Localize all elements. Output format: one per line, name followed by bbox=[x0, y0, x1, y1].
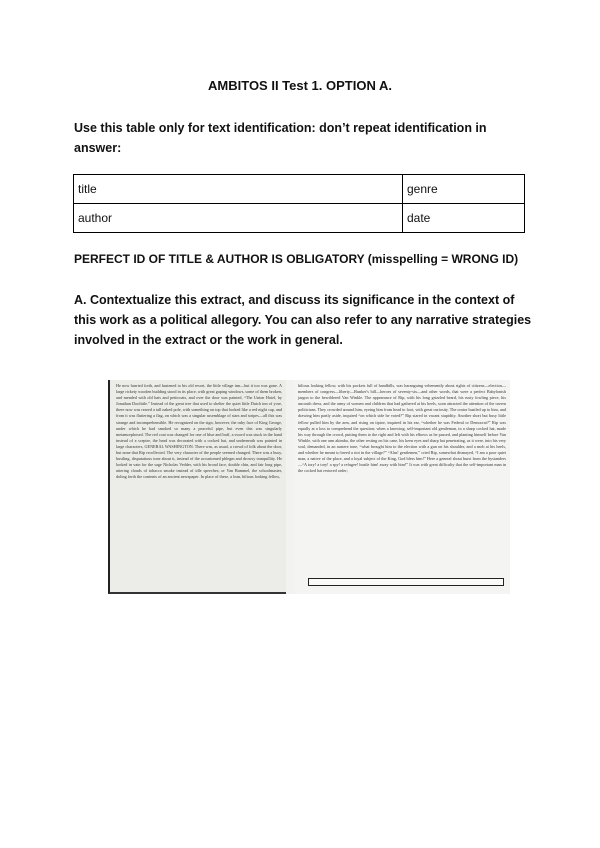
table-row bbox=[74, 204, 525, 233]
date-cell[interactable]: date bbox=[403, 204, 525, 233]
question-text: A. Contextualize this extract, and discuss its significance in the context of this work as a political allegory. You can also refer to any narrative strategies involved in the extract or the work in general. bbox=[74, 293, 532, 347]
genre-cell[interactable]: genre bbox=[403, 175, 525, 204]
author-cell[interactable]: author bbox=[74, 204, 403, 233]
scanned-extract bbox=[108, 380, 510, 594]
extract-left-column: He now hurried forth, and hastened to his old resort, the little village inn—but it too was gone. A large rickety wooden building stood in its place, with great gaping windows, some of them broken, and mended with old hats and petticoats, and over the door was painted, “The Union Hotel, by Jonathan Doolittle.” Instead of the great tree that used to shelter the quiet little Dutch inn of yore, there now was reared a tall naked pole, with something on top that looked like a red night cap, and from it was fluttering a flag, on which was a singular assemblage of stars and stripes—all this was strange and incomprehensible. He recognized on the sign, however, the ruby face of King George, under which he had smoked so many a peaceful pipe, but even this was singularly metamorphosed. The red coat was changed for one of blue and buff, a sword was stuck in the hand instead of a sceptre, the head was decorated with a cocked hat, and underneath was painted in large characters, GENERAL WASHINGTON. There was, as usual, a crowd of folk about the door, but none that Rip recollected. The very character of the people seemed changed. There was a busy, bustling, disputatious tone about it, instead of the accustomed phlegm and drowsy tranquillity. He looked in vain for the sage Nicholas Vedder, with his broad face, double chin, and fair long pipe, uttering clouds of tobacco smoke instead of idle speeches; or Van Bummel, the schoolmaster, doling forth the contents of an ancient newspaper. In place of these, a lean, bilious looking fellow, bbox=[108, 380, 286, 594]
instruction-text: Use this table only for text identification: don’t repeat identification in answer: bbox=[74, 121, 487, 155]
highlight-box bbox=[308, 578, 504, 586]
obligatory-note: PERFECT ID OF TITLE & AUTHOR IS OBLIGATORY (misspelling = WRONG ID) bbox=[74, 252, 519, 266]
extract-right-text: bilious looking fellow, with his pockets full of handbills, was haranguing vehemently about rights of citizens—election—members of congress—liberty—Bunker's hill—heroes of seventy-six—and other words, that were a perfect Babylonish jargon to the bewildered Van Winkle. The appearance of Rip, with his long grizzled beard, his rusty fowling piece, his uncouth dress, and the army of women and children that had gathered at his heels, soon attracted the attention of the tavern politicians. They crowded around him, eyeing him from head to foot, with great curiosity. The orator bustled up to him, and drawing him partly aside, inquired “on which side he voted?” Rip stared in vacant stupidity. Another short but busy little fellow pulled him by the arm, and rising on tiptoe, inquired in his ear, “whether he was Federal or Democrat?” Rip was equally at a loss to comprehend the question; when a knowing, self-important old gentleman, in a sharp cocked hat, made his way through the crowd, putting them to the right and left with his elbows as he passed, and planting himself before Van Winkle, with one arm akimbo, the other resting on his cane, his keen eyes and sharp hat penetrating, as it were, into his very soul, demanded, in an austere tone, “what brought him to the election with a gun on his shoulder, and a mob at his heels, and whether he meant to breed a riot in the village?” “Alas! gentlemen,” cried Rip, somewhat dismayed, “I am a poor quiet man, a native of the place, and a loyal subject of the King, God bless him!” Here a general shout burst from the bystanders—“A tory! a tory! a spy! a refugee! hustle him! away with him!” It was with great difficulty that the self-important man in the cocked hat restored order; bbox=[298, 383, 506, 474]
page-title: AMBITOS II Test 1. OPTION A. bbox=[208, 78, 392, 93]
extract-right-column bbox=[294, 380, 510, 594]
title-cell[interactable]: title bbox=[74, 175, 403, 204]
identification-table bbox=[73, 174, 525, 233]
table-row bbox=[74, 175, 525, 204]
